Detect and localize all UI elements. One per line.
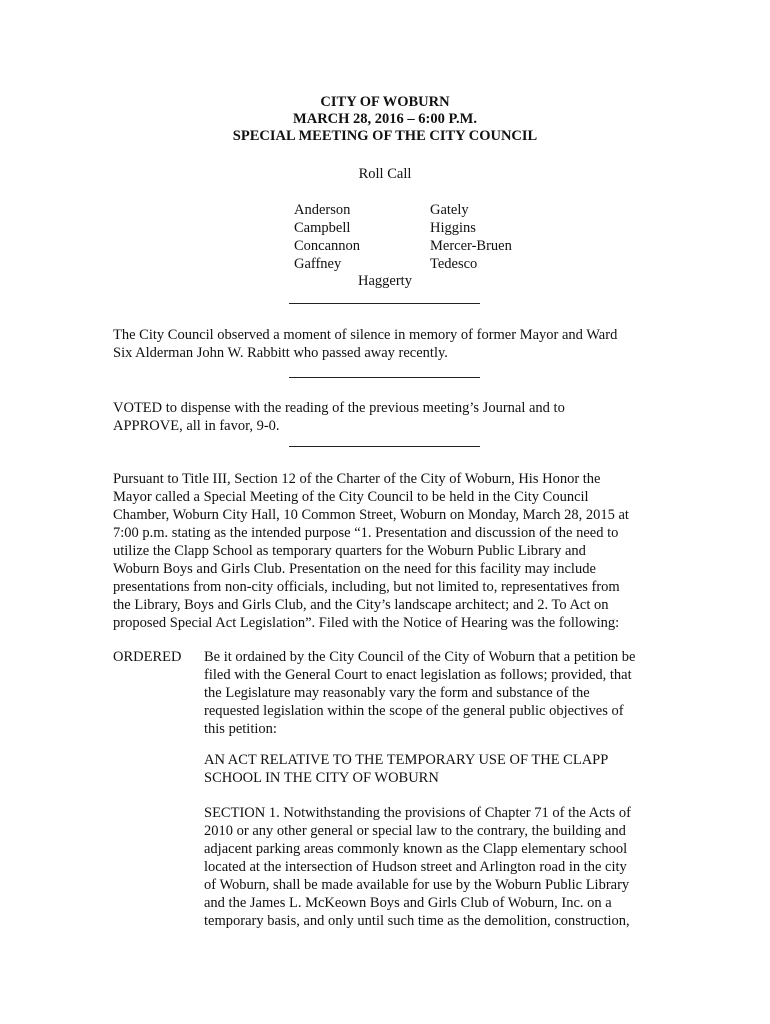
text-line: the Library, Boys and Girls Club, and the City’s landscape architect; and 2. To Act on bbox=[113, 597, 609, 613]
text-line: of Woburn, shall be made available for use by the Woburn Public Library bbox=[204, 877, 630, 893]
text-line: Be it ordained by the City Council of the City of Woburn that a petition be bbox=[204, 649, 636, 665]
voted-paragraph bbox=[113, 399, 661, 435]
roll-call-title: Roll Call bbox=[358, 166, 412, 182]
text-line: 7:00 p.m. stating as the intended purpose “1. Presentation and discussion of the need to bbox=[113, 525, 619, 541]
text-line: SCHOOL IN THE CITY OF WOBURN bbox=[204, 770, 439, 786]
header-city: CITY OF WOBURN bbox=[320, 94, 450, 110]
text-line: AN ACT RELATIVE TO THE TEMPORARY USE OF THE CLAPP bbox=[204, 752, 609, 768]
text-line: Woburn Boys and Girls Club. Presentation on the need for this facility may include bbox=[113, 561, 596, 577]
text-line: Six Alderman John W. Rabbitt who passed away recently. bbox=[113, 345, 448, 361]
roll-call-name: Higgins bbox=[430, 220, 476, 236]
text-line: requested legislation within the scope of the general public objectives of bbox=[204, 703, 624, 719]
act-title bbox=[204, 751, 660, 787]
text-line: the Legislature may reasonably vary the form and substance of the bbox=[204, 685, 590, 701]
text-line: presentations from non-city officials, including, but not limited to, representatives from bbox=[113, 579, 620, 595]
text-line: temporary basis, and only until such time as the demolition, construction, bbox=[204, 913, 630, 929]
text-line: APPROVE, all in favor, 9-0. bbox=[113, 418, 280, 434]
roll-call-name: Anderson bbox=[294, 202, 351, 218]
text-line: SECTION 1. Notwithstanding the provisions of Chapter 71 of the Acts of bbox=[204, 805, 631, 821]
roll-call-name: Gaffney bbox=[294, 256, 342, 272]
pursuant-paragraph bbox=[113, 470, 661, 632]
section-1 bbox=[204, 804, 660, 930]
roll-call-left-column bbox=[294, 201, 360, 273]
roll-call-name: Gately bbox=[430, 202, 469, 218]
text-line: Chamber, Woburn City Hall, 10 Common Street, Woburn on Monday, March 28, 2015 at bbox=[113, 507, 629, 523]
roll-call-name: Campbell bbox=[294, 220, 351, 236]
text-line: utilize the Clapp School as temporary quarters for the Woburn Public Library and bbox=[113, 543, 586, 559]
roll-call-name: Mercer-Bruen bbox=[430, 238, 512, 254]
text-line: proposed Special Act Legislation”. Filed with the Notice of Hearing was the following: bbox=[113, 615, 620, 631]
header-date: MARCH 28, 2016 – 6:00 P.M. bbox=[293, 111, 477, 127]
header-meeting: SPECIAL MEETING OF THE CITY COUNCIL bbox=[232, 128, 538, 144]
text-line: filed with the General Court to enact legislation as follows; provided, that bbox=[204, 667, 632, 683]
text-line: and the James L. McKeown Boys and Girls Club of Woburn, Inc. on a bbox=[204, 895, 612, 911]
text-line: this petition: bbox=[204, 721, 277, 737]
divider-line bbox=[289, 303, 480, 304]
text-line: Pursuant to Title III, Section 12 of the Charter of the City of Woburn, His Honor the bbox=[113, 471, 601, 487]
text-line: adjacent parking areas commonly known as the Clapp elementary school bbox=[204, 841, 628, 857]
ordered-text bbox=[204, 648, 660, 738]
text-line: located at the intersection of Hudson street and Arlington road in the city bbox=[204, 859, 627, 875]
silence-paragraph bbox=[113, 326, 661, 362]
roll-call-name: Tedesco bbox=[430, 256, 478, 272]
roll-call-right-column bbox=[430, 201, 512, 273]
document-header bbox=[0, 94, 770, 145]
text-line: VOTED to dispense with the reading of the previous meeting’s Journal and to bbox=[113, 400, 565, 416]
divider-line bbox=[289, 446, 480, 447]
text-line: 2010 or any other general or special law to the contrary, the building and bbox=[204, 823, 626, 839]
divider-line bbox=[289, 377, 480, 378]
roll-call-name-center: Haggerty bbox=[358, 273, 412, 289]
roll-call-name: Concannon bbox=[294, 238, 361, 254]
text-line: Mayor called a Special Meeting of the City Council to be held in the City Council bbox=[113, 489, 589, 505]
text-line: The City Council observed a moment of silence in memory of former Mayor and Ward bbox=[113, 327, 618, 343]
ordered-label: ORDERED bbox=[113, 649, 182, 665]
